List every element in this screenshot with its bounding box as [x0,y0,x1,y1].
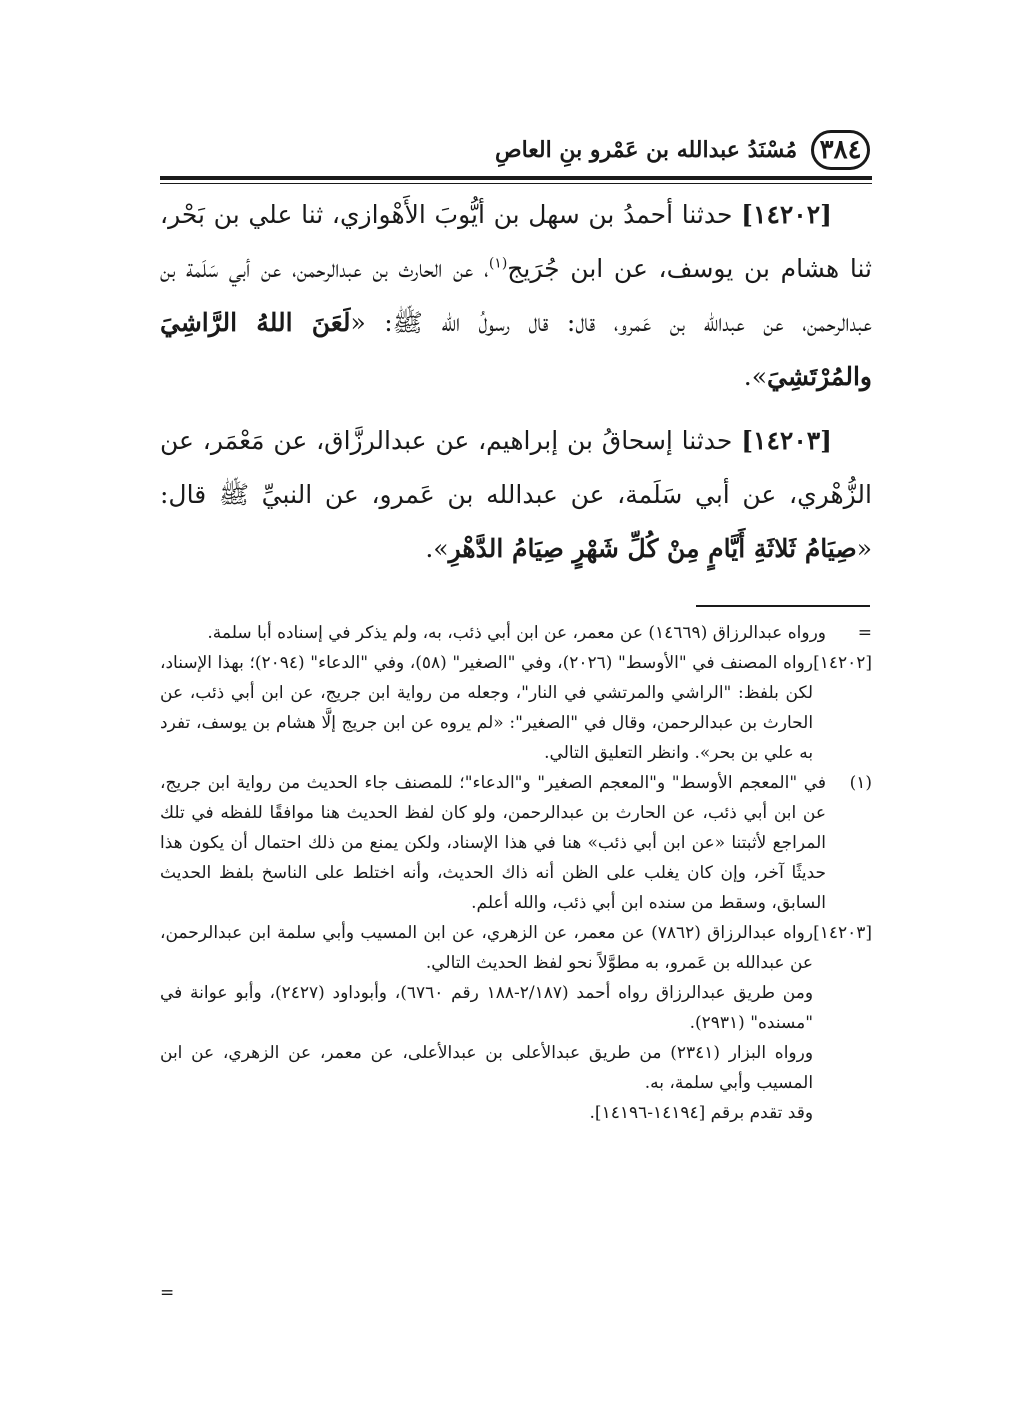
footnote-text: ومن طريق عبدالرزاق رواه أحمد (٢/١٨٧-١٨٨ رقم ٦٧٦٠)، وأبوداود (٢٤٢٧)، وأبو عوانة في "مسنده" (٢٩٣١). [160,983,814,1033]
footnote-marker: (١) [849,773,872,793]
footnote-text: وقد تقدم برقم [١٤١٩٤-١٤١٩٦]. [589,1103,814,1123]
hadith-quote: صِيَامُ ثَلاثَةِ أَيَّامٍ مِنْ كُلِّ شَهْرٍ صِيَامُ الدَّهْرِ [448,534,857,563]
hadith-closing: ». [425,534,449,563]
footnote-marker: = [857,623,872,643]
hadith-quote: لَعَنَ اللهُ الرَّاشِيَ والمُرْتَشِيَ [160,308,872,391]
footnotes [160,618,872,1128]
hadith-14203 [160,414,872,576]
footnote-marker: [١٤٢٠٢] [813,653,872,673]
footnote-14202 [160,648,872,768]
footnote-text: رواه المصنف في "الأوسط" (٢٠٢٦)، وفي "الصغير" (٥٨)، وفي "الدعاء" (٢٠٩٤)؛ بهذا الإسناد، لكن بلفظ: "الراشي والمرتشي في النار"، وجعله من رواية ابن جريج، عن ابن أبي ذئب، عن الحارث بن عبدالرحمن، وقال في "الصغير": «لم يروه عن ابن جريج إلَّا هشام بن يوسف، تفرد به علي بن بحر». وانظر التعليق التالي. [160,653,814,763]
footnote-text: ورواه عبدالرزاق (١٤٦٦٩) عن معمر، عن ابن أبي ذئب، به، ولم يذكر في إسناده أبا سلمة. [207,623,826,643]
hadith-text: حدثنا إسحاقُ بن إبراهيم، عن عبدالرزَّاق، عن مَعْمَر، عن الزُّهْري، عن أبي سَلَمة، عن عبدالله بن عَمرو، عن النبيِّ ﷺ قال: « [160,426,872,563]
continuation-marker: = [160,1283,175,1303]
footnote-14203 [160,918,872,1128]
hadith-text: ، عن الحارث بن عبدالرحمن، عن أبي سَلَمة بن عبدالرحمن، عن عبدالله بن عَمرو، قال: قال رسولُ الله ﷺ: « [160,254,872,337]
running-title: مُسْنَدُ عبدالله بن عَمْرو بنِ العاصِ [495,137,798,163]
hadith-closing: ». [743,362,768,391]
main-text [160,188,872,576]
footnote-text: في "المعجم الأوسط" و"المعجم الصغير" و"الدعاء"؛ للمصنف جاء الحديث من رواية ابن جريج، عن ابن أبي ذئب، عن الحارث بن عبدالرحمن، ولو كان لفظ الحديث هنا موافقًا للفظه في تلك المراجع لأثبتنا «عن ابن أبي ذئب» هنا في هذا الإسناد، ولكن يمنع من ذلك احتمال أن يكون هذا حديثًا آخر، وإن كان يغلب على الظن أنه ذاك الحديث، وأنه اختلط على الناسخ بلفظ الحديث السابق، وسقط من سنده ابن أبي ذئب، والله أعلم. [160,773,826,913]
header-rule-thin [160,183,872,184]
hadith-number: [١٤٢٠٣] [741,426,833,455]
footnote-1 [160,768,872,918]
footnote-marker: [١٤٢٠٣] [813,923,872,943]
hadith-text: حدثنا أحمدُ بن سهل بن أيُّوبَ الأَهْوازي، ثنا علي بن بَحْر، ثنا هشام بن يوسف، عن ابن جُرَيج [160,200,872,283]
footnote-reference: (١) [488,255,508,272]
footnote-text: ورواه البزار (٢٣٤١) من طريق عبدالأعلى بن عبدالأعلى، عن معمر، عن الزهري، عن ابن المسيب وأبي سلمة، به. [160,1043,814,1093]
hadith-14202 [160,188,872,404]
hadith-number: [١٤٢٠٢] [741,200,832,229]
header-rule-thick [160,176,872,180]
footnote-text: رواه عبدالرزاق (٧٨٦٢) عن معمر، عن الزهري، عن ابن المسيب وأبي سلمة ابن عبدالرحمن، عن عبدالله بن عَمرو، به مطوَّلاً نحو لفظ الحديث التالي. [160,923,814,973]
page-header [495,124,870,176]
page-number: ٣٨٤ [811,130,870,170]
footnote-continuation [160,618,872,648]
footnote-separator [696,605,870,607]
